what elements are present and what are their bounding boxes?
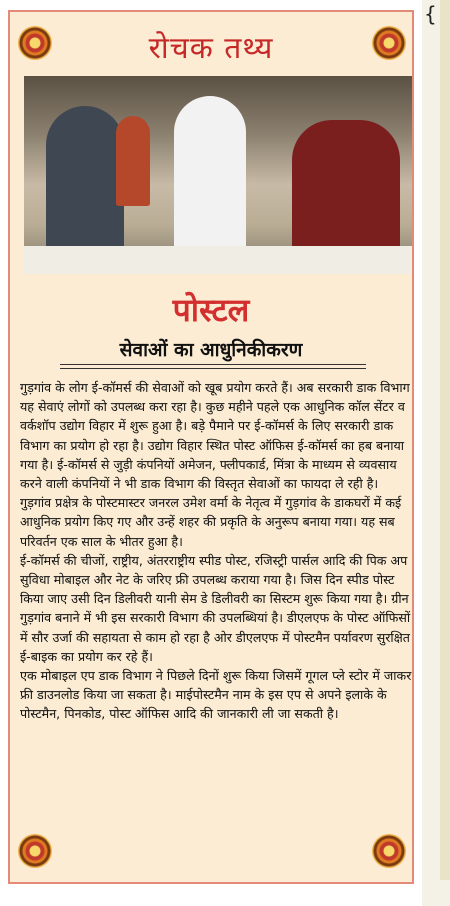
- headline: पोस्टल: [172, 291, 250, 329]
- body-paragraph: ई-कॉमर्स की चीजों, राष्ट्रीय, अंतरराष्ट्रीय स्पीड पोस्ट, रजिस्ट्री पार्सल आदि की पिक अप सुविधा मोबाइल और नेट के जरिए फ्री उपलब्ध कराया गया है। जिस दिन स्पीड पोस्ट किया जाए उसी दिन डिलीवरी यानी सेम डे डिलीवरी का सिस्टम शुरू किया गया है। ग्रीन गुड़गांव बनाने में भी इस सरकारी विभाग की उपलब्धियां है। डीएलएफ के पोस्ट ऑफिसों में सौर उर्जा की सहायता से काम हो रहा है ओर डीएलएफ में पोस्टमैन पर्यावरण सुरक्षित ई-बाइक का प्रयोग कर रहे हैं।: [20, 552, 411, 664]
- article-card: [8, 10, 414, 884]
- subheadline: सेवाओं का आधुनिकीकरण: [119, 339, 303, 361]
- article-body: [20, 378, 412, 724]
- section-title: रोचक तथ्य: [148, 31, 274, 66]
- divider-rule-top: [60, 364, 366, 365]
- news-photo: [24, 76, 412, 274]
- adjacent-column-strip: [422, 0, 450, 906]
- adjacent-column-glyph: {: [424, 2, 437, 26]
- adjacent-column-rail: [440, 0, 450, 880]
- photo-table: [24, 246, 412, 274]
- rosette-ornament-bottom-right-icon: [372, 834, 406, 868]
- divider-rule-bottom: [60, 368, 366, 369]
- body-paragraph: गुड़गांव के लोग ई-कॉमर्स की सेवाओं को खूब प्रयोग करते हैं। अब सरकारी डाक विभाग यह सेवाएं लोगों को उपलब्ध करा रहा है। कुछ महीने पहले एक आधुनिक कॉल सेंटर व वर्कशॉप उद्योग विहार में शुरू हुआ है। बड़े पैमाने पर ई-कॉमर्स के लिए सरकारी डाक विभाग का प्रयोग हो रहा है। उद्योग विहार स्थित पोस्ट ऑफिस ई-कॉमर्स का हब बनाया गया है। ई-कॉमर्स से जुड़ी कंपनियों अमेजन, फ्लीपकार्ड, मिंत्रा के माध्यम से व्यवसाय करने वाली कंपनियों ने भी डाक विभाग की विस्तृत सेवाओं का फायदा ले रही है। गुड़गांव प्रक्षेत्र के पोस्टमास्टर जनरल उमेश वर्मा के नेतृत्व में गुड़गांव के डाकघरों में कई आधुनिक प्रयोग किए गए और उन्हें शहर की प्रकृति के अनुरूप बनाया गया। यह सब परिवर्तन एक साल के भीतर हुआ है।: [20, 380, 410, 549]
- body-paragraph: एक मोबाइल एप डाक विभाग ने पिछले दिनों शुरू किया जिसमें गूगल प्ले स्टोर में जाकर फ्री डाउनलोड किया जा सकता है। माईपोस्टमैन नाम के इस एप से अपने इलाके के पोस्टमैन, पिनकोड, पोस्ट ऑफिस आदि की जानकारी ली जा सकती है।: [20, 668, 412, 722]
- photo-figure-back: [116, 116, 150, 206]
- rosette-ornament-bottom-left-icon: [18, 834, 52, 868]
